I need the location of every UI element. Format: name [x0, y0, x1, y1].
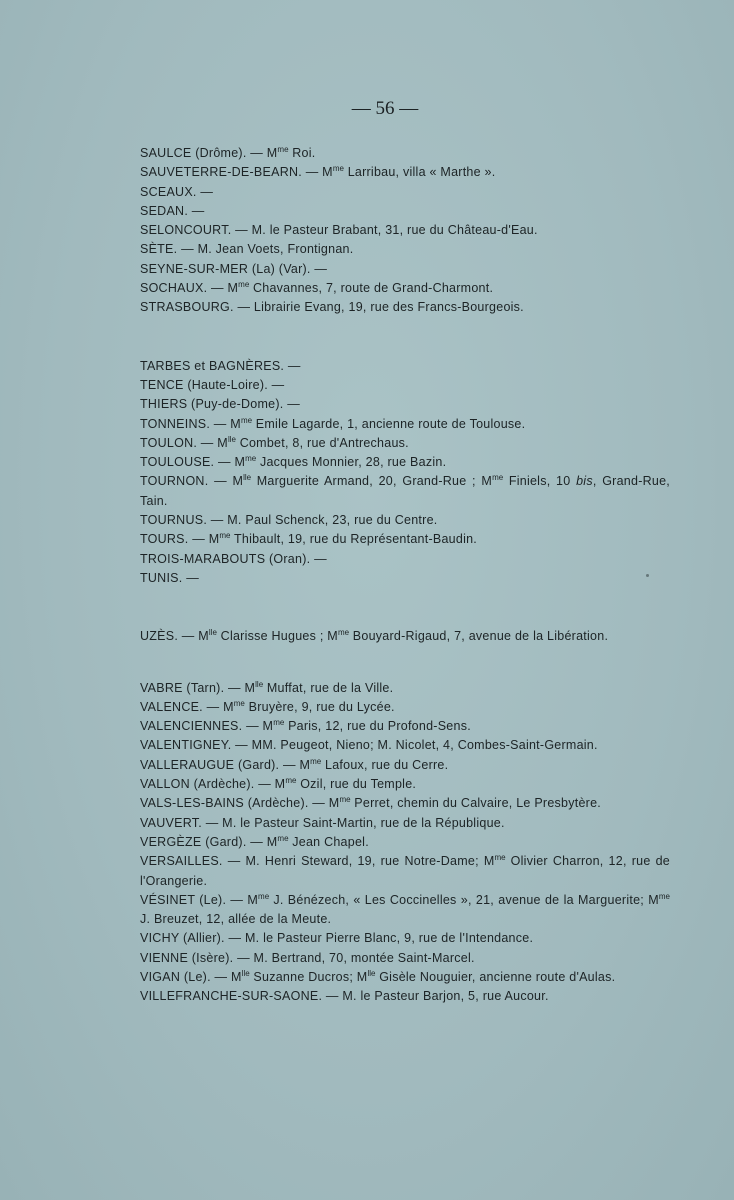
- directory-entry: VERSAILLES. — M. Henri Steward, 19, rue Notre-Dame; $M^{me}$ Olivier Charron, 12, rue de l'Orangerie.: [140, 853, 670, 888]
- directory-entry: SEDAN. —: [140, 203, 205, 218]
- directory-entry: SOCHAUX. — $M^{me}$ Chavannes, 7, route de Grand-Charmont.: [140, 280, 494, 296]
- directory-entry: TOULOUSE. — $M^{me}$ Jacques Monnier, 28, rue Bazin.: [140, 454, 447, 470]
- directory-entry: STRASBOURG. — Librairie Evang, 19, rue des Francs-Bourgeois.: [140, 300, 524, 315]
- directory-entry: TROIS-MARABOUTS (Oran). —: [140, 551, 327, 566]
- directory-entry: VERGÈZE (Gard). — $M^{me}$ Jean Chapel.: [140, 833, 369, 849]
- directory-entry: VABRE (Tarn). — $M^{lle}$ Muffat, rue de la Ville.: [140, 679, 394, 695]
- directory-entry: VÉSINET (Le). — $M^{me}$ J. Bénézech, « Les Coccinelles », 21, avenue de la Marguerite; $M^{me}$ J. Breuzet, 12, allée de la Meute.: [140, 891, 670, 927]
- directory-entry: UZÈS. — $M^{lle}$ Clarisse Hugues ; $M^{me}$ Bouyard-Rigaud, 7, avenue de la Libération.: [140, 628, 609, 644]
- directory-entry: TARBES et BAGNÈRES. —: [140, 358, 301, 373]
- section-v: [140, 679, 670, 1007]
- directory-entry: VALLON (Ardèche). — $M^{me}$ Ozil, rue du Temple.: [140, 776, 417, 792]
- directory-entry: SCEAUX. —: [140, 184, 214, 199]
- directory-entry: VAUVERT. — M. le Pasteur Saint-Martin, rue de la République.: [140, 815, 505, 830]
- directory-entry: VICHY (Allier). — M. le Pasteur Pierre Blanc, 9, rue de l'Intendance.: [140, 931, 534, 946]
- directory-entry: VILLEFRANCHE-SUR-SAONE. — M. le Pasteur Barjon, 5, rue Aucour.: [140, 989, 549, 1004]
- directory-entry: TENCE (Haute-Loire). —: [140, 377, 285, 392]
- directory-entry: VALENTIGNEY. — MM. Peugeot, Nieno; M. Nicolet, 4, Combes-Saint-Germain.: [140, 738, 598, 753]
- section-u: [140, 627, 670, 646]
- directory-entry: SÈTE. — M. Jean Voets, Frontignan.: [140, 242, 354, 257]
- directory-entry: VIENNE (Isère). — M. Bertrand, 70, montée Saint-Marcel.: [140, 950, 475, 965]
- directory-entry: SAULCE (Drôme). — $M^{me}$ Roi.: [140, 145, 316, 160]
- directory-entry: TOURS. — $M^{me}$ Thibault, 19, rue du Représentant-Baudin.: [140, 531, 478, 547]
- ink-speck: [646, 574, 649, 577]
- directory-entry: SAUVETERRE-DE-BEARN. — $M^{me}$ Larribau, villa « Marthe ».: [140, 164, 496, 180]
- directory-entry: TOULON. — $M^{lle}$ Combet, 8, rue d'Antrechaus.: [140, 434, 409, 450]
- section-s: [140, 144, 670, 318]
- directory-entry: TOURNUS. — M. Paul Schenck, 23, rue du Centre.: [140, 513, 438, 528]
- directory-entry: VALS-LES-BAINS (Ardèche). — $M^{me}$ Perret, chemin du Calvaire, Le Presbytère.: [140, 795, 602, 811]
- directory-entry: SELONCOURT. — M. le Pasteur Brabant, 31, rue du Château-d'Eau.: [140, 223, 538, 238]
- directory-entry: SEYNE-SUR-MER (La) (Var). —: [140, 261, 328, 276]
- directory-entry: THIERS (Puy-de-Dome). —: [140, 397, 300, 412]
- page-number: — 56 —: [351, 98, 419, 119]
- directory-entry: TUNIS. —: [140, 570, 199, 585]
- directory-entry: VALLERAUGUE (Gard). — $M^{me}$ Lafoux, rue du Cerre.: [140, 756, 449, 772]
- section-t: [140, 357, 670, 589]
- directory-entry: VALENCIENNES. — $M^{me}$ Paris, 12, rue du Profond-Sens.: [140, 718, 471, 734]
- address-directory: [140, 144, 670, 1007]
- directory-entry: TOURNON. — $M^{lle}$ Marguerite Armand, 20, Grand-Rue ; $M^{me}$ Finiels, 10 bis, Grand-Rue, Tain.: [140, 473, 671, 508]
- directory-entry: VIGAN (Le). — $M^{lle}$ Suzanne Ducros; $M^{lle}$ Gisèle Nouguier, ancienne route d'Aulas.: [140, 968, 616, 984]
- directory-entry: TONNEINS. — $M^{me}$ Emile Lagarde, 1, ancienne route de Toulouse.: [140, 415, 526, 431]
- directory-entry: VALENCE. — $M^{me}$ Bruyère, 9, rue du Lycée.: [140, 698, 395, 714]
